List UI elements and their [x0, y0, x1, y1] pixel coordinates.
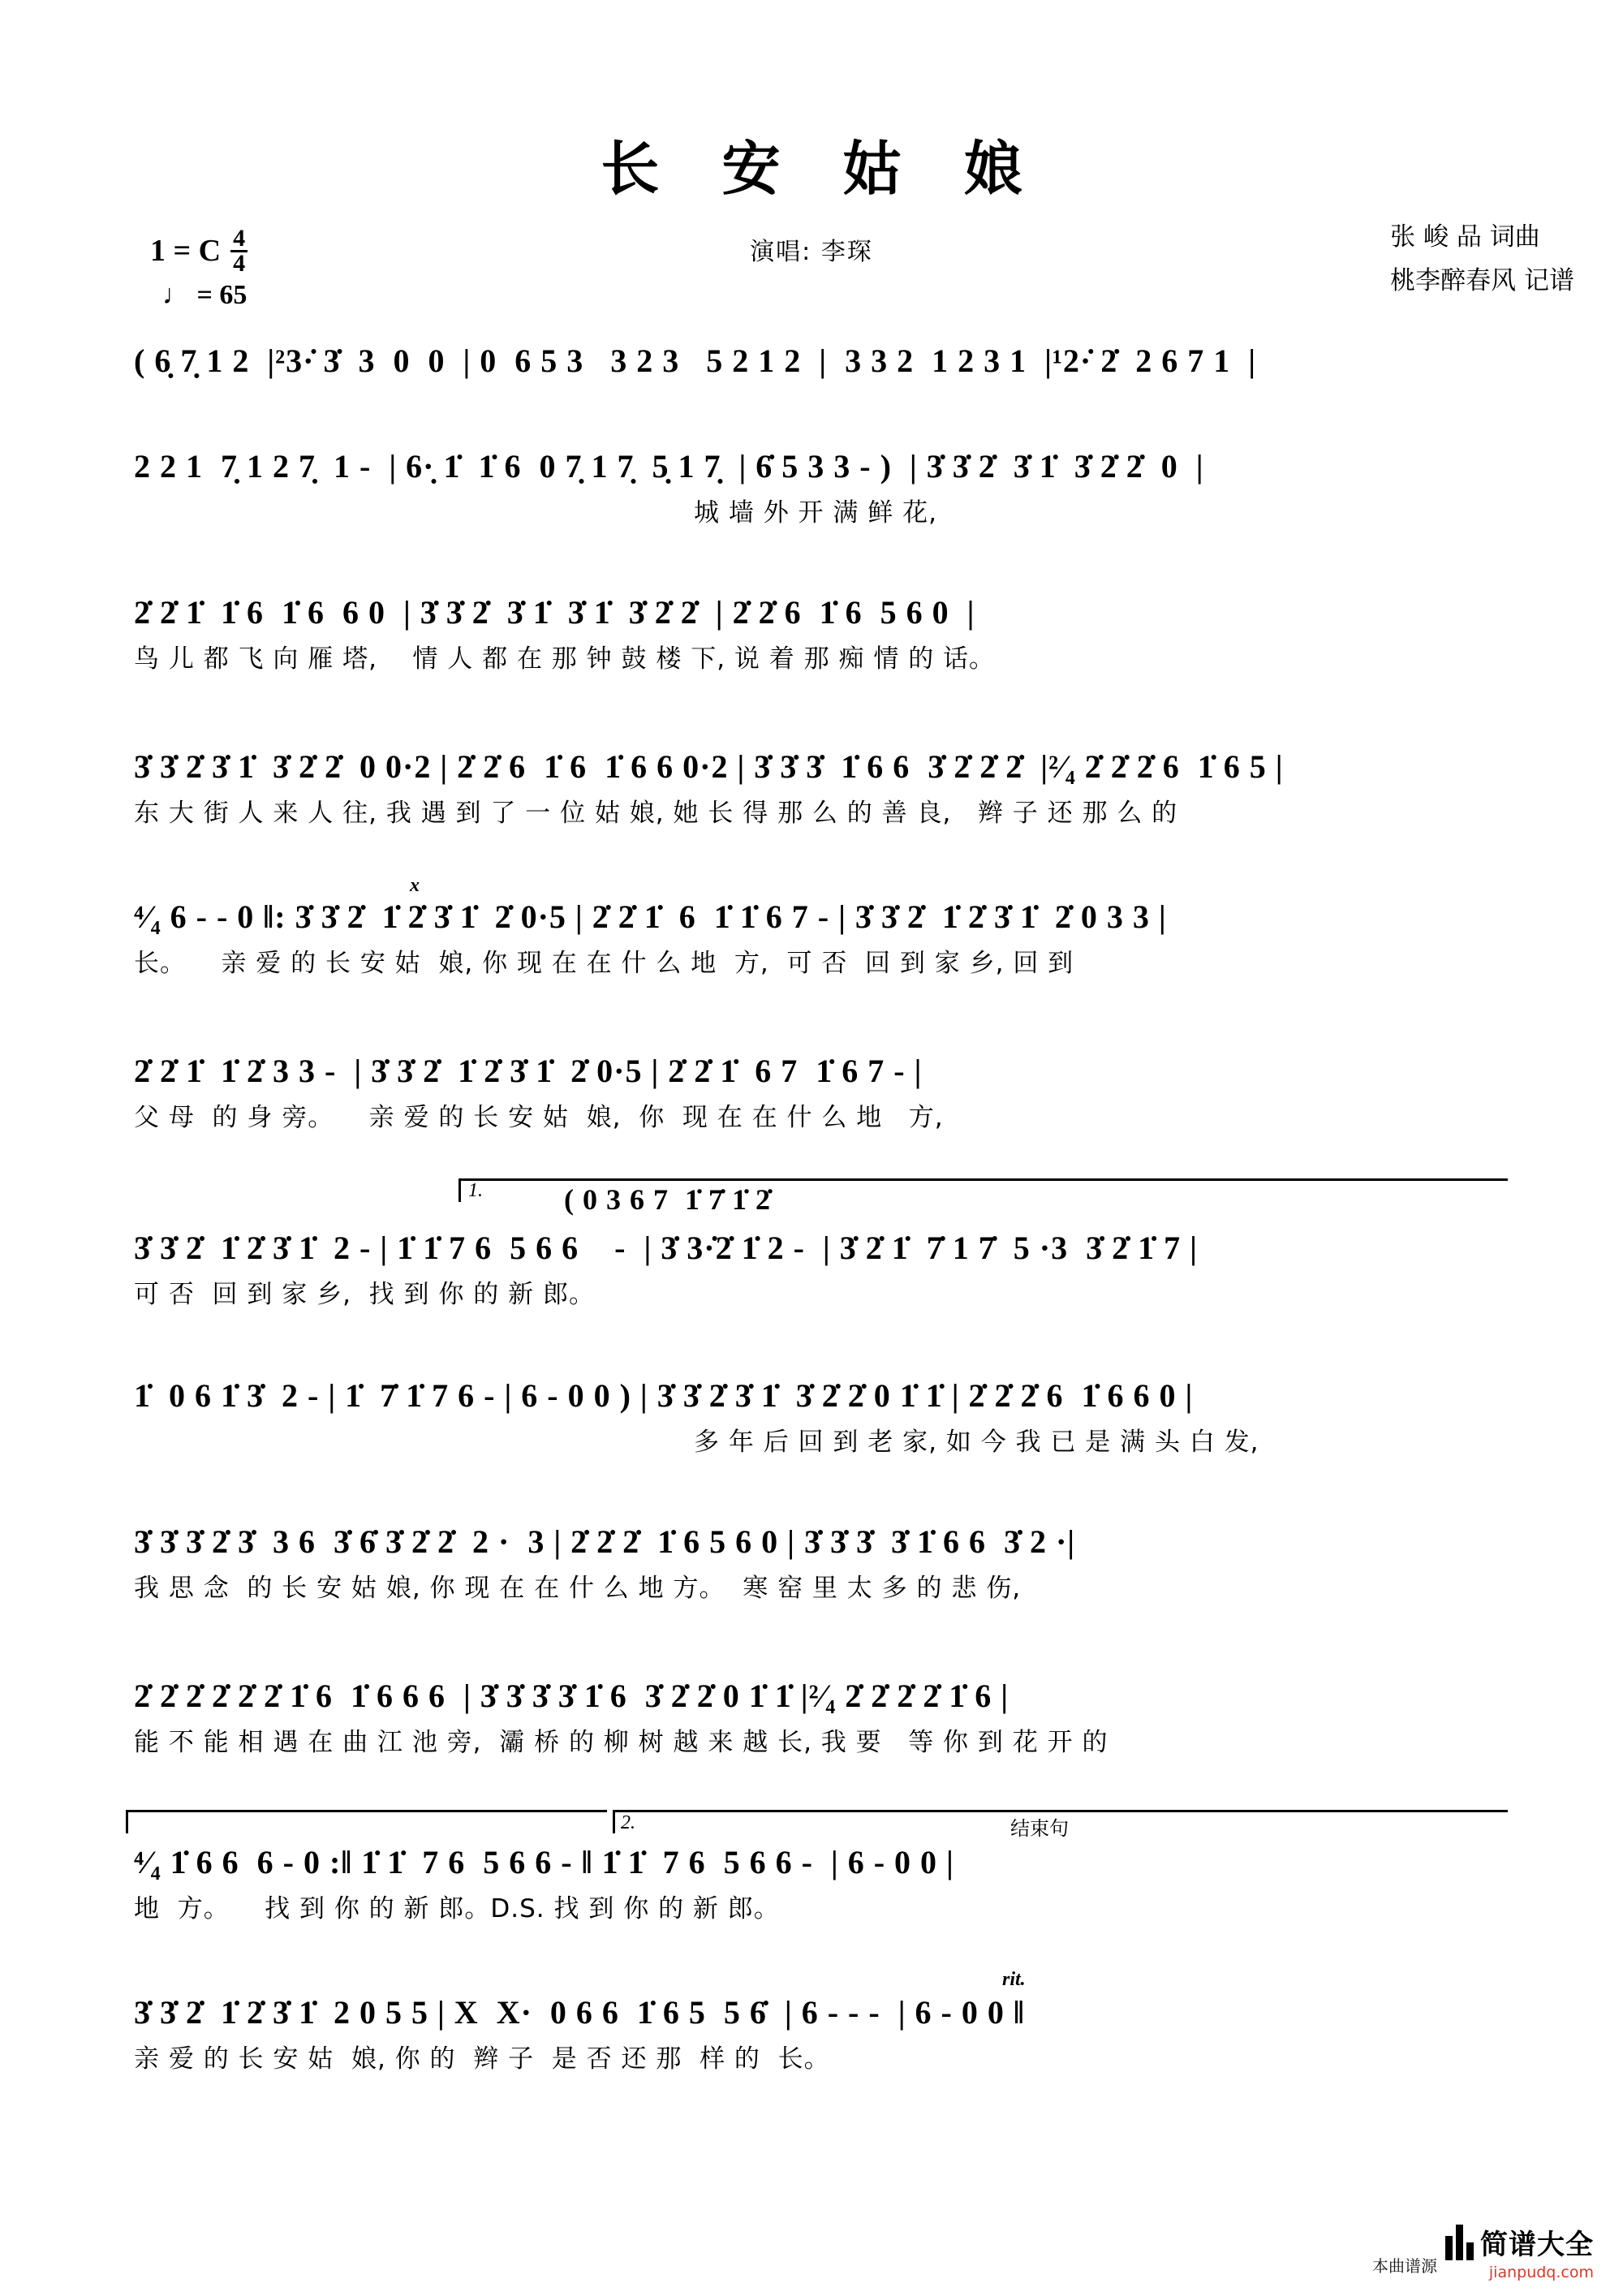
notation-line: ( 6̣ 7̣ 1 2 |²3·̇ 3̇ 3 0 0 | 0 6 5 3 3 2 3 5 2 1 2 | 3 3 2 1 2 3 1 |¹2·̇ 2̇ 2 6 7 1 |	[134, 342, 1257, 379]
notation-line: 2̇ 2̇ 1̇ 1̇ 6 1̇ 6 6 0 | 3̇ 3̇ 2̇ 3̇ 1̇ 3̇ 1̇ 3̇ 2̇ 2̇ | 2̇ 2̇ 6 1̇ 6 5 6 0 |	[134, 594, 975, 631]
footer-watermark	[1372, 2222, 1594, 2281]
music-system-4	[134, 748, 1505, 828]
credits	[1390, 215, 1574, 303]
ending-section-label: 结束句	[1010, 1817, 1069, 1840]
lyric-line: 能 不 能 相 遇 在 曲 江 池 旁, 灞 桥 的 柳 树 越 来 越 长, 我 要 等 你 到 花 开 的	[134, 1728, 1109, 1757]
singer-label: 演唱: 李琛	[750, 238, 873, 266]
rit-marker: rit.	[1002, 1969, 1026, 1990]
music-system-10	[134, 1680, 1505, 1755]
time-signature-numerator: 4	[230, 227, 248, 252]
music-system-9	[134, 1523, 1505, 1603]
volta-pickup-notes: ( 0 3 6 7 1̇ 7̇ 1̇ 2̇	[564, 1183, 771, 1216]
lyric-line: 可 否 回 到 家 乡, 找 到 你 的 新 郎。	[134, 1280, 595, 1309]
site-url: jianpudq.com	[1488, 2264, 1594, 2281]
time-signature	[230, 225, 248, 277]
music-system-2	[134, 450, 1505, 526]
music-system-12	[134, 1969, 1505, 2074]
key-signature	[150, 225, 248, 277]
music-system-6	[134, 1055, 1505, 1131]
notation-line: 1̇ 0 6 1̇ 3̇ 2 - | 1̇ 7̇ 1̇ 7 6 - | 6 - 0 0 ) | 3̇ 3̇ 2̇ 3̇ 1̇ 3̇ 2̇ 2̇ 0 1̇ 1̇ | 2̇ 2̇ 2̇ 6 1̇ 6 6 0 |	[134, 1377, 1194, 1414]
notation-line: 2̇ 2̇ 1̇ 1̇ 2̇ 3 3 - | 3̇ 3̇ 2̇ 1̇ 2̇ 3̇ 1̇ 2̇ 0·5 | 2̇ 2̇ 1̇ 6 7 1̇ 6 7 - |	[134, 1053, 923, 1089]
notation-line: ⁴⁄₄ 1̇ 6 6 6 - 0 :‖ 1̇ 1̇ 7 6 5 6 6 - ‖ 1̇ 1̇ 7 6 5 6 6 - | 6 - 0 0 |	[134, 1844, 954, 1880]
lyric-line: 城 墙 外 开 满 鲜 花,	[694, 498, 937, 528]
notation-line: ⁴⁄₄ 6 - - 0 ‖: 3̇ 3̇ 2̇ 1̇ 2̇ 3̇ 1̇ 2̇ 0·5 | 2̇ 2̇ 1̇ 6 1̇ 1̇ 6 7 - | 3̇ 3̇ 2̇ 1̇ 2̇ 3̇ 1̇ 2̇ 0 3 3 |	[134, 898, 1167, 935]
credit-notation: 桃李醉春风 记谱	[1390, 266, 1574, 295]
second-ending-label: 2.	[621, 1812, 635, 1833]
first-ending-label: 1.	[468, 1180, 483, 1201]
page-title: 长 安 姑 娘	[601, 135, 1044, 203]
key-label: 1 = C	[150, 234, 222, 269]
lyric-line: 父 母 的 身 旁。 亲 爱 的 长 安 姑 娘, 你 现 在 在 什 么 地 方,	[134, 1103, 944, 1132]
lyric-line: 东 大 街 人 来 人 往, 我 遇 到 了 一 位 姑 娘, 她 长 得 那 么 的 善 良, 辫 子 还 那 么 的	[134, 799, 1178, 828]
music-system-5	[134, 875, 1505, 978]
lyric-line: 多 年 后 回 到 老 家, 如 今 我 已 是 满 头 白 发,	[694, 1428, 1259, 1457]
segno-marker: x	[410, 875, 420, 896]
lyric-line: 地 方。 找 到 你 的 新 郎。D.S. 找 到 你 的 新 郎。	[134, 1894, 780, 1923]
lyric-line: 鸟 儿 都 飞 向 雁 塔, 情 人 都 在 那 钟 鼓 楼 下, 说 着 那 痴 情 的 话。	[134, 644, 996, 674]
notation-line: 2 2 1 7̣ 1 2 7̣ 1 - | 6·̣ 1̇ 1̇ 6 0 7̣ 1 7̣ 5̣ 1 7̣ | 6̇ 5 3 3 - ) | 3̇ 3̇ 2̇ 3̇ 1̇ 3̇ 2̇ 2̇ 0 |	[134, 448, 1204, 485]
notation-line: 3̇ 3̇ 2̇ 1̇ 2̇ 3̇ 1̇ 2 - | 1̇ 1̇ 7 6 5 6 6 - | 3̇ 3·̇2̇ 1̇ 2 - | 3̇ 2̇ 1̇ 7̇ 1 7̇ 5 ·3 3̇ 2̇ 1̇ 7 |	[134, 1230, 1198, 1266]
site-name: 简谱大全	[1480, 2229, 1594, 2261]
source-note: 本曲谱源	[1372, 2256, 1437, 2276]
notation-line: 2̇ 2̇ 2̇ 2̇ 2̇ 2̇ 1̇ 6 1̇ 6 6 6 | 3̇ 3̇ 3̇ 3̇ 1̇ 6 3̇ 2̇ 2̇ 0 1̇ 1̇ |²⁄₄ 2̇ 2̇ 2̇ 2̇ 1̇ 6 |	[134, 1678, 1010, 1714]
music-bars-icon	[1445, 2225, 1474, 2260]
lyric-line: 长。 亲 爱 的 长 安 姑 娘, 你 现 在 在 什 么 地 方, 可 否 回 到 家 乡, 回 到	[134, 949, 1074, 978]
notation-line: 3̇ 3̇ 2̇ 3̇ 1̇ 3̇ 2̇ 2̇ 0 0·2 | 2̇ 2̇ 6 1̇ 6 1̇ 6 6 0·2 | 3̇ 3̇ 3̇ 1̇ 6 6 3̇ 2̇ 2̇ 2̇ |²⁄₄ 2̇ 2̇ 2̇ 6 1̇ 6 5 |	[134, 748, 1284, 785]
credit-lyrics: 张 峻 品 词曲	[1390, 222, 1540, 252]
notation-line: 3̇ 3̇ 3̇ 2̇ 3̇ 3 6 3̇ 6̇ 3̇ 2̇ 2̇ 2 · 3 | 2̇ 2̇ 2̇ 1̇ 6 5 6 0 | 3̇ 3̇ 3̇ 3̇ 1̇ 6 6 3̇ 2 ·|	[134, 1523, 1076, 1560]
music-system-11	[134, 1812, 1505, 1923]
site-logo	[1445, 2222, 1594, 2262]
tempo-marking: ♩ = 65	[162, 280, 248, 310]
music-system-7	[134, 1180, 1505, 1309]
music-system-3	[134, 594, 1505, 674]
lyric-line: 亲 爱 的 长 安 姑 娘, 你 的 辫 子 是 否 还 那 样 的 长。	[134, 2044, 830, 2074]
music-system-1	[134, 342, 1505, 379]
notation-line: 3̇ 3̇ 2̇ 1̇ 2̇ 3̇ 1̇ 2 0 5 5 | X X· 0 6 6 1̇ 6 5 5 6̇ | 6 - - - | 6 - 0 0 ‖	[134, 1994, 1025, 2031]
music-system-8	[134, 1377, 1505, 1457]
time-signature-denominator: 4	[233, 249, 246, 277]
second-ending-bracket-left	[126, 1810, 607, 1833]
lyric-line: 我 思 念 的 长 安 姑 娘, 你 现 在 在 什 么 地 方。 寒 窑 里 太 多 的 悲 伤,	[134, 1574, 1022, 1603]
